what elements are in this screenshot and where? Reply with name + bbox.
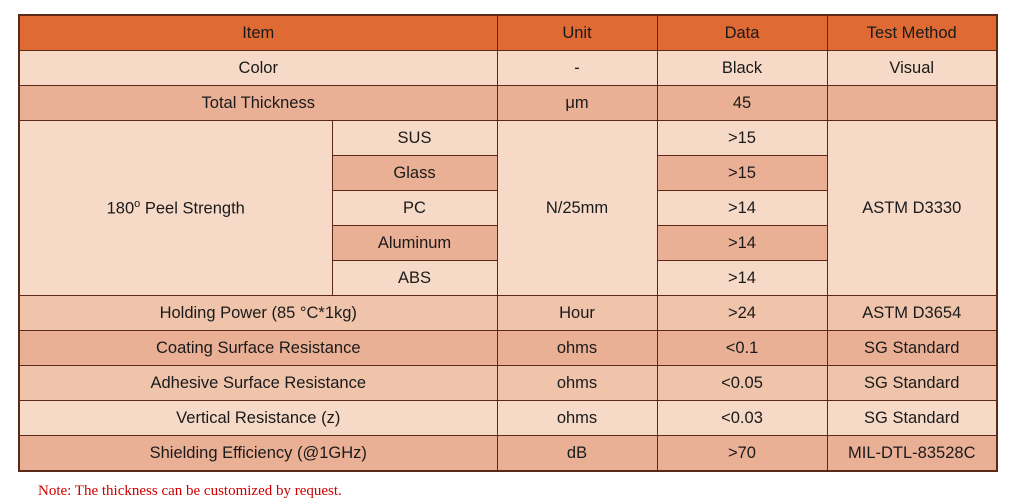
column-header-test-method: Test Method bbox=[827, 15, 997, 51]
row-data: >70 bbox=[657, 436, 827, 472]
footnote: Note: The thickness can be customized by request. bbox=[38, 483, 342, 499]
row-item: Holding Power (85 °C*1kg) bbox=[19, 296, 497, 331]
row-data: >14 bbox=[657, 261, 827, 296]
row-data: >15 bbox=[657, 121, 827, 156]
row-item: Total Thickness bbox=[19, 86, 497, 121]
row-unit: Hour bbox=[497, 296, 657, 331]
row-subitem: Glass bbox=[332, 156, 497, 191]
row-item: Vertical Resistance (z) bbox=[19, 401, 497, 436]
row-unit: dB bbox=[497, 436, 657, 472]
column-header-data: Data bbox=[657, 15, 827, 51]
row-subitem: Aluminum bbox=[332, 226, 497, 261]
peel-label-main: 180 bbox=[106, 199, 135, 218]
table-row bbox=[19, 331, 997, 366]
row-data: >24 bbox=[657, 296, 827, 331]
table-row bbox=[19, 401, 997, 436]
row-data: >15 bbox=[657, 156, 827, 191]
table-row bbox=[19, 86, 997, 121]
row-subitem: ABS bbox=[332, 261, 497, 296]
row-method: SG Standard bbox=[827, 401, 997, 436]
peel-label-degree: o bbox=[134, 197, 141, 210]
column-header-unit: Unit bbox=[497, 15, 657, 51]
table-row bbox=[19, 366, 997, 401]
row-method: Visual bbox=[827, 51, 997, 86]
table-row bbox=[19, 121, 997, 156]
row-unit: - bbox=[497, 51, 657, 86]
row-unit: ohms bbox=[497, 366, 657, 401]
row-method: ASTM D3330 bbox=[827, 121, 997, 296]
row-data: Black bbox=[657, 51, 827, 86]
table-header-row bbox=[19, 15, 997, 51]
table-row bbox=[19, 436, 997, 472]
row-method: MIL-DTL-83528C bbox=[827, 436, 997, 472]
row-item: Color bbox=[19, 51, 497, 86]
row-unit: N/25mm bbox=[497, 121, 657, 296]
row-item-peel-strength bbox=[19, 121, 332, 296]
table-row bbox=[19, 51, 997, 86]
table-row bbox=[19, 296, 997, 331]
row-data: <0.03 bbox=[657, 401, 827, 436]
row-data: <0.05 bbox=[657, 366, 827, 401]
row-unit: μm bbox=[497, 86, 657, 121]
row-method: SG Standard bbox=[827, 331, 997, 366]
row-item: Adhesive Surface Resistance bbox=[19, 366, 497, 401]
row-data: <0.1 bbox=[657, 331, 827, 366]
peel-label-rest: Peel Strength bbox=[140, 199, 245, 218]
row-item: Shielding Efficiency (@1GHz) bbox=[19, 436, 497, 472]
specification-table bbox=[18, 14, 998, 472]
row-method bbox=[827, 86, 997, 121]
row-method: SG Standard bbox=[827, 366, 997, 401]
column-header-item: Item bbox=[19, 15, 497, 51]
row-method: ASTM D3654 bbox=[827, 296, 997, 331]
row-subitem: SUS bbox=[332, 121, 497, 156]
row-unit: ohms bbox=[497, 401, 657, 436]
row-subitem: PC bbox=[332, 191, 497, 226]
row-data: >14 bbox=[657, 226, 827, 261]
row-unit: ohms bbox=[497, 331, 657, 366]
row-item: Coating Surface Resistance bbox=[19, 331, 497, 366]
row-data: 45 bbox=[657, 86, 827, 121]
row-data: >14 bbox=[657, 191, 827, 226]
